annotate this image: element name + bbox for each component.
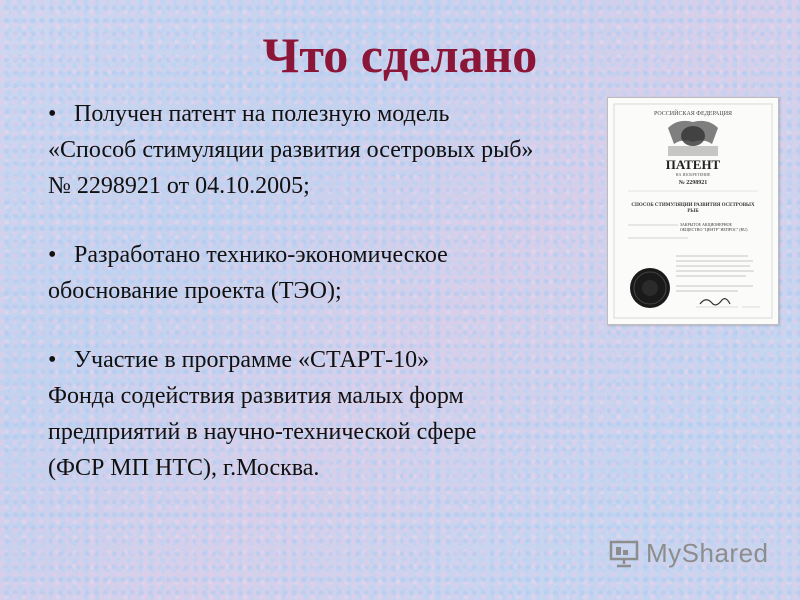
bullet-text: (ФСР МП НТС), г.Москва. [48, 455, 320, 481]
presentation-screen-icon [608, 537, 640, 569]
bullet-text: • Разработано технико-экономическое [48, 237, 608, 273]
emblem-icon [668, 121, 718, 156]
bullet-text: • Участие в программе «СТАРТ-10» [48, 342, 608, 378]
bullet-text: предприятий в научно-технической сфере [48, 419, 477, 445]
bullet-text: Фонда содействия развития малых форм [48, 383, 464, 409]
patent-holder-line1: ЗАКРЫТОЕ АКЦИОНЕРНОЕ [680, 222, 732, 227]
patent-title: ПАТЕНТ [665, 157, 721, 172]
patent-name-line1: СПОСОБ СТИМУЛЯЦИИ РАЗВИТИЯ ОСЕТРОВЫХ [631, 203, 755, 208]
patent-header: РОССИЙСКАЯ ФЕДЕРАЦИЯ [653, 111, 733, 117]
patent-subtitle: НА ИЗОБРЕТЕНИЕ [675, 172, 711, 177]
patent-document-drawing [608, 98, 778, 324]
bullet-text: • Получен патент на полезную модель [48, 96, 608, 132]
seal-icon [630, 268, 670, 308]
bullet-list [48, 96, 608, 519]
slide-title: Что сделано [262, 27, 538, 83]
bullet-item-feasibility [48, 237, 608, 309]
patent-certificate-image [607, 97, 779, 325]
bullet-text: № 2298921 от 04.10.2005; [48, 173, 310, 199]
patent-number: № 2298921 [678, 180, 708, 186]
patent-holder-line2: ОБЩЕСТВО "ЦЕНТР" НЕПРОС" (RU) [680, 227, 748, 232]
patent-fine-print [676, 256, 754, 291]
bullet-text: обоснование проекта (ТЭО); [48, 278, 342, 304]
bullet-text: «Способ стимуляции развития осетровых рыб» [48, 137, 534, 163]
bullet-item-patent [48, 96, 608, 204]
myshared-watermark [608, 536, 769, 570]
watermark-text: MyShared [646, 537, 769, 568]
patent-name-line2: РЫБ [687, 209, 699, 214]
signature-icon [696, 299, 760, 307]
bullet-item-program [48, 342, 608, 486]
